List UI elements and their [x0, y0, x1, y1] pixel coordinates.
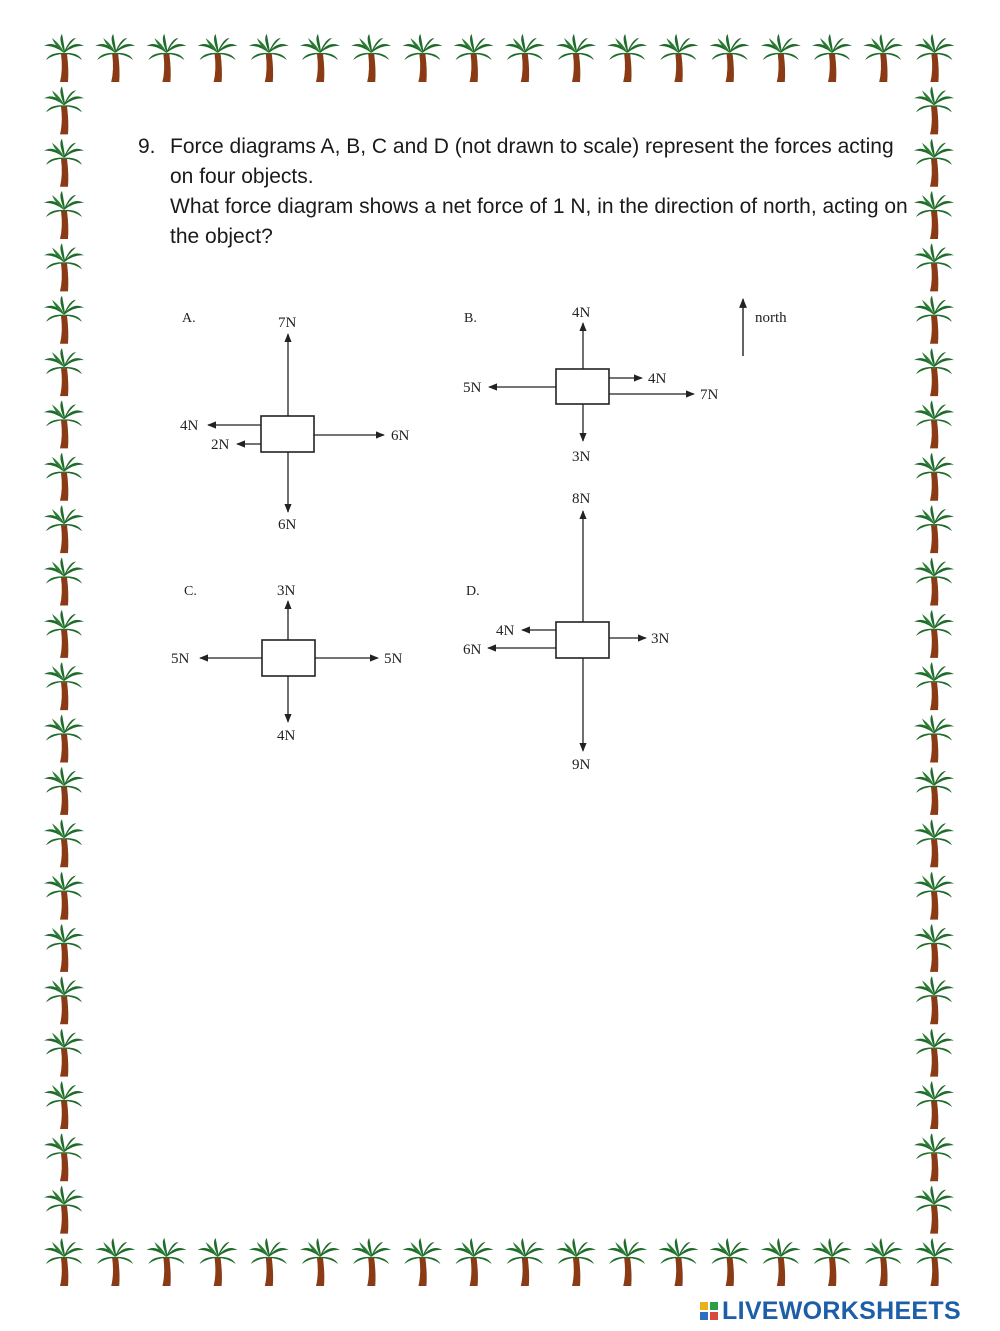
logo-square: [710, 1312, 718, 1320]
diagram-c: [171, 583, 403, 744]
diagram-d-down-label: 9N: [572, 757, 591, 773]
diagram-c-up-label: 3N: [277, 583, 296, 599]
diagram-a-left-inner-label: 2N: [211, 437, 230, 453]
logo-square: [700, 1302, 708, 1310]
north-indicator: [743, 299, 787, 356]
diagram-d: [463, 491, 670, 773]
diagram-b-object: [556, 369, 609, 404]
diagram-a-label: A.: [182, 311, 196, 326]
brand-name: LIVEWORKSHEETS: [722, 1296, 961, 1325]
diagram-c-label: C.: [184, 584, 197, 599]
diagram-d-object: [556, 622, 609, 658]
diagram-c-left-label: 5N: [171, 651, 190, 667]
liveworksheets-logo-icon: [700, 1302, 718, 1320]
diagram-a-down-label: 6N: [278, 517, 297, 533]
diagram-b-down-label: 3N: [572, 449, 591, 465]
diagram-a-left-outer-label: 4N: [180, 418, 199, 434]
question-number: 9.: [138, 135, 156, 158]
diagram-a: [180, 311, 410, 533]
diagram-d-up-label: 8N: [572, 491, 591, 507]
diagram-c-object: [262, 640, 315, 676]
logo-square: [710, 1302, 718, 1310]
diagram-b-label: B.: [464, 311, 477, 326]
diagram-b-left-label: 5N: [463, 380, 482, 396]
diagram-a-up-label: 7N: [278, 315, 297, 331]
question-text-line-1: Force diagrams A, B, C and D (not drawn to scale) represent the forces acting on four objects.: [170, 135, 894, 188]
diagram-d-right-label: 3N: [651, 631, 670, 647]
diagram-a-object: [261, 416, 314, 452]
diagram-b: [463, 305, 719, 465]
diagram-d-left-upper-label: 4N: [496, 623, 515, 639]
diagram-b-up-label: 4N: [572, 305, 591, 321]
diagram-b-right-lower-label: 7N: [700, 387, 719, 403]
diagram-b-right-upper-label: 4N: [648, 371, 667, 387]
diagram-c-right-label: 5N: [384, 651, 403, 667]
diagram-d-label: D.: [466, 584, 480, 599]
diagram-a-right-label: 6N: [391, 428, 410, 444]
diagram-d-left-lower-label: 6N: [463, 642, 482, 658]
logo-square: [700, 1312, 708, 1320]
footer-brand: [700, 1296, 961, 1326]
question-text-line-2: What force diagram shows a net force of 1 N, in the direction of north, acting on the object?: [170, 195, 908, 248]
north-label: north: [755, 310, 787, 326]
diagram-c-down-label: 4N: [277, 728, 296, 744]
